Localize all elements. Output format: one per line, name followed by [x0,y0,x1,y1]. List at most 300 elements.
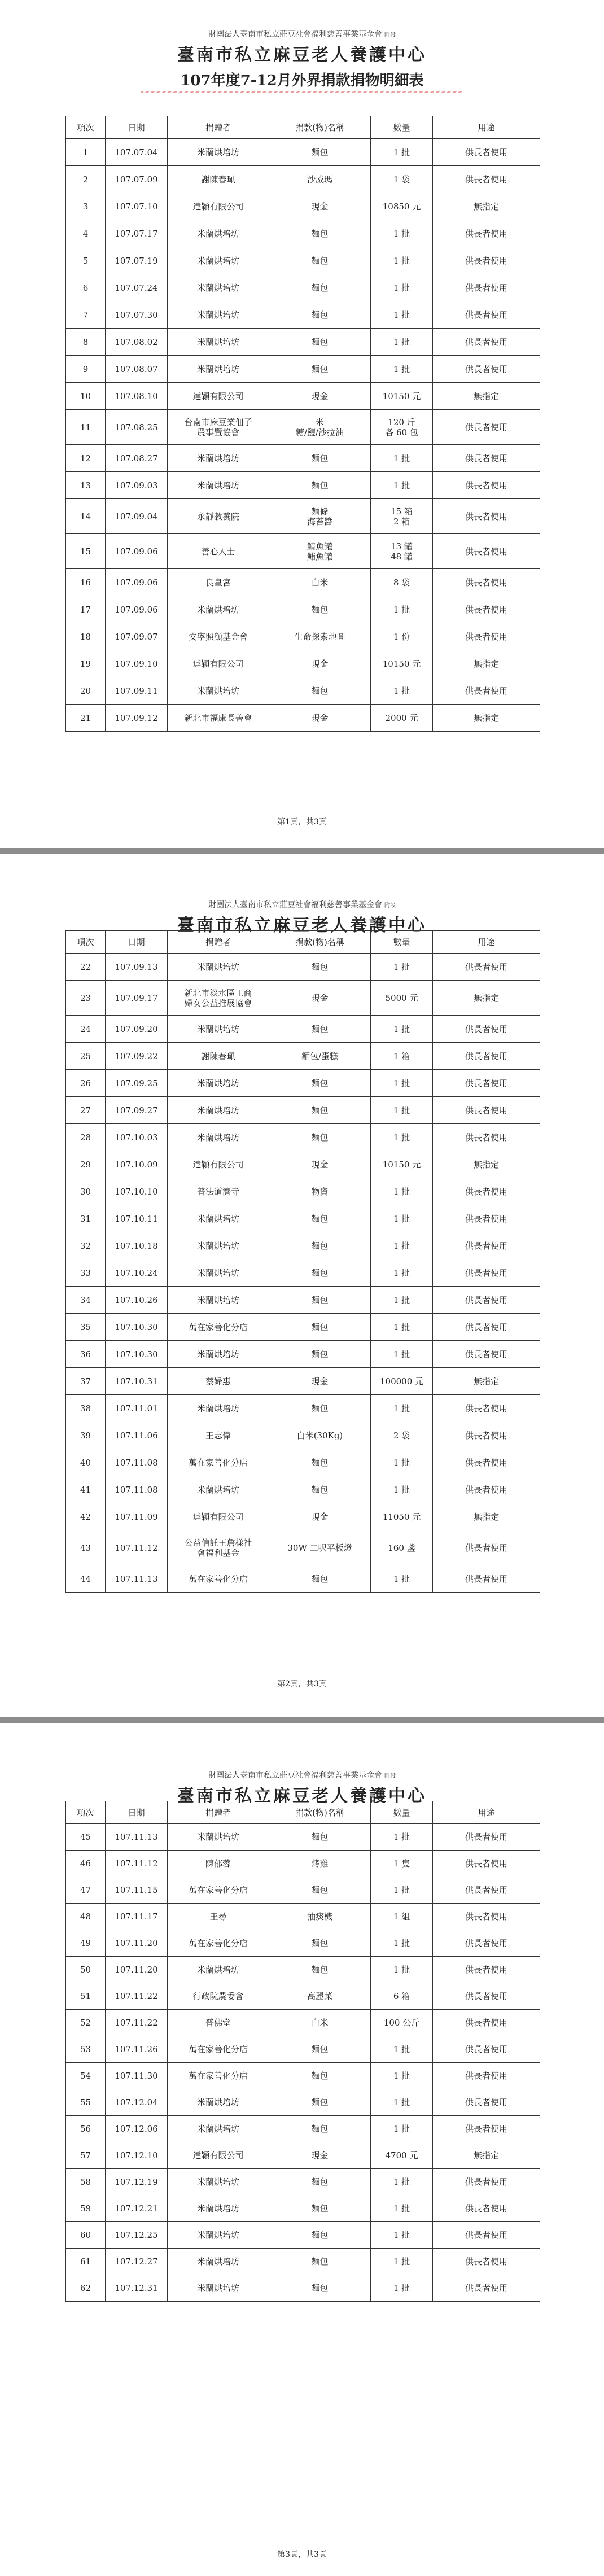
row-number: 34 [66,1287,106,1314]
row-number: 23 [66,981,106,1016]
row-quantity: 1 批 [371,1205,433,1232]
row-date: 107.09.22 [106,1043,168,1070]
row-item: 現金 [269,705,371,732]
table-row [66,1043,540,1070]
row-item: 麵包 [269,1930,371,1957]
table-row [66,329,540,356]
foundation-note: 附設 [384,903,396,909]
row-item: 現金 [269,1503,371,1530]
table-row [66,981,540,1016]
row-item: 物資 [269,1178,371,1205]
row-donor: 米蘭烘培坊 [168,1232,269,1259]
cell-line: 2 箱 [393,516,410,527]
row-item: 現金 [269,2142,371,2169]
row-quantity: 1 批 [371,1314,433,1341]
foundation-text: 財團法人臺南市私立莊豆社會福利慈善事業基金會 [208,900,382,909]
row-quantity: 1 批 [371,472,433,499]
row-date: 107.11.20 [106,1930,168,1957]
row-item: 麵包 [269,2116,371,2142]
row-usage: 供長者使用 [433,954,540,981]
row-donor [168,1530,269,1565]
row-item: 麵包/蛋糕 [269,1043,371,1070]
row-number: 45 [66,1824,106,1851]
row-number: 4 [66,220,106,247]
row-date: 107.12.31 [106,2275,168,2302]
row-date: 107.12.10 [106,2142,168,2169]
row-usage: 供長者使用 [433,677,540,705]
row-number: 31 [66,1205,106,1232]
row-item: 麵包 [269,596,371,623]
row-date: 107.11.12 [106,1530,168,1565]
row-quantity: 1 批 [371,2116,433,2142]
row-item: 麵包 [269,1124,371,1151]
table-row [66,534,540,569]
table-row [66,1368,540,1395]
row-quantity: 1 批 [371,1957,433,1983]
table-row [66,1070,540,1097]
table-row [66,1178,540,1205]
page-3 [0,1723,604,2576]
row-item: 麵包 [269,1449,371,1476]
table-row [66,2116,540,2142]
column-header: 項次 [66,116,106,139]
row-number: 29 [66,1151,106,1178]
row-quantity: 1 批 [371,596,433,623]
row-item: 麵包 [269,1395,371,1422]
row-date: 107.10.26 [106,1287,168,1314]
row-usage: 供長者使用 [433,569,540,596]
row-date: 107.08.27 [106,445,168,472]
row-item: 麵包 [269,247,371,274]
row-quantity: 160 盞 [371,1530,433,1565]
table-row [66,1824,540,1851]
row-donor: 米蘭烘培坊 [168,1341,269,1368]
row-quantity: 1 批 [371,1097,433,1124]
row-number: 19 [66,650,106,677]
row-quantity: 1 隻 [371,1851,433,1877]
table-row [66,1016,540,1043]
column-header: 數量 [371,1801,433,1824]
row-item: 30W 二呎平板燈 [269,1530,371,1565]
row-usage: 供長者使用 [433,2169,540,2195]
column-header: 數量 [371,931,433,954]
row-number: 62 [66,2275,106,2302]
table-row [66,1124,540,1151]
row-quantity: 8 袋 [371,569,433,596]
row-date: 107.10.10 [106,1178,168,1205]
row-usage: 供長者使用 [433,1530,540,1565]
table-row [66,1851,540,1877]
row-number: 52 [66,2010,106,2036]
cell-line: 48 罐 [391,551,413,562]
table-row [66,1930,540,1957]
row-number: 24 [66,1016,106,1043]
row-quantity: 1 箱 [371,1043,433,1070]
row-date: 107.11.17 [106,1904,168,1930]
row-date: 107.10.09 [106,1151,168,1178]
row-usage: 供長者使用 [433,2036,540,2063]
row-quantity: 1 批 [371,1395,433,1422]
row-usage: 供長者使用 [433,1449,540,1476]
row-quantity: 1 批 [371,329,433,356]
row-donor: 米蘭烘培坊 [168,274,269,301]
row-quantity: 1 批 [371,2249,433,2275]
row-usage: 供長者使用 [433,2249,540,2275]
row-number: 27 [66,1097,106,1124]
row-quantity: 10150 元 [371,1151,433,1178]
row-usage: 供長者使用 [433,247,540,274]
row-quantity: 1 批 [371,1287,433,1314]
table-row [66,623,540,650]
table-row [66,166,540,193]
center-name: 臺南市私立麻豆老人養護中心 [177,916,427,935]
row-donor: 米蘭烘培坊 [168,1395,269,1422]
row-quantity: 1 批 [371,2089,433,2116]
row-donor: 安寧照顧基金會 [168,623,269,650]
column-header: 日期 [106,931,168,954]
row-usage: 無指定 [433,1368,540,1395]
row-item: 麵包 [269,1016,371,1043]
table-row [66,356,540,383]
foundation-name [0,899,604,910]
row-number: 13 [66,472,106,499]
row-item: 麵包 [269,1259,371,1287]
row-item: 麵包 [269,954,371,981]
row-date: 107.09.27 [106,1097,168,1124]
row-usage: 無指定 [433,193,540,220]
page-number: 第1頁，共3頁 [277,817,327,826]
row-date: 107.11.09 [106,1503,168,1530]
table-row [66,2169,540,2195]
row-date: 107.09.06 [106,534,168,569]
row-donor: 新北市福康長善會 [168,705,269,732]
row-donor: 萬在家善化分店 [168,1930,269,1957]
row-quantity: 1 組 [371,1904,433,1930]
row-number: 37 [66,1368,106,1395]
table-row [66,1565,540,1593]
row-number: 21 [66,705,106,732]
row-usage: 供長者使用 [433,1043,540,1070]
table-row [66,1904,540,1930]
row-item: 現金 [269,1151,371,1178]
row-usage: 供長者使用 [433,2116,540,2142]
table-row [66,1232,540,1259]
row-number: 6 [66,274,106,301]
row-number: 36 [66,1341,106,1368]
row-item: 白米 [269,2010,371,2036]
row-item: 麵包 [269,472,371,499]
row-quantity: 5000 元 [371,981,433,1016]
row-donor: 米蘭烘培坊 [168,2195,269,2222]
row-usage: 供長者使用 [433,2089,540,2116]
row-usage: 供長者使用 [433,1565,540,1593]
row-usage: 供長者使用 [433,596,540,623]
row-donor: 米蘭烘培坊 [168,2089,269,2116]
table-row [66,472,540,499]
cell-line: 13 罐 [391,541,413,552]
row-date: 107.12.04 [106,2089,168,2116]
row-item: 麵包 [269,445,371,472]
row-date: 107.10.03 [106,1124,168,1151]
row-item: 高麗菜 [269,1983,371,2010]
row-quantity: 11050 元 [371,1503,433,1530]
table-row [66,2089,540,2116]
row-date: 107.12.19 [106,2169,168,2195]
row-date: 107.12.25 [106,2222,168,2249]
row-number: 32 [66,1232,106,1259]
cell-line: 新北市淡水區工商 [184,987,252,998]
table-row [66,2222,540,2249]
row-date: 107.10.11 [106,1205,168,1232]
report-title: 107年度7-12月外界捐款捐物明細表 [180,72,424,89]
row-number: 26 [66,1070,106,1097]
row-usage: 供長者使用 [433,410,540,445]
row-quantity: 1 批 [371,301,433,329]
row-quantity: 1 批 [371,1476,433,1503]
row-donor: 善心人士 [168,534,269,569]
table-row [66,677,540,705]
row-quantity: 1 批 [371,1565,433,1593]
row-quantity: 1 批 [371,1232,433,1259]
row-quantity: 4700 元 [371,2142,433,2169]
table-row [66,1341,540,1368]
row-quantity: 1 批 [371,1016,433,1043]
row-item: 麵包 [269,2195,371,2222]
foundation-note: 附設 [384,32,396,38]
row-date: 107.07.10 [106,193,168,220]
row-usage: 供長者使用 [433,1824,540,1851]
column-header: 日期 [106,1801,168,1824]
row-quantity: 1 批 [371,954,433,981]
row-date: 107.09.20 [106,1016,168,1043]
row-usage: 無指定 [433,1151,540,1178]
row-donor: 謝陳春珮 [168,166,269,193]
row-number: 20 [66,677,106,705]
table-row [66,1530,540,1565]
row-item: 白米(30Kg) [269,1422,371,1449]
row-usage: 無指定 [433,650,540,677]
row-usage: 供長者使用 [433,1314,540,1341]
row-quantity: 1 批 [371,356,433,383]
row-donor: 米蘭烘培坊 [168,472,269,499]
row-item [269,534,371,569]
row-usage: 供長者使用 [433,301,540,329]
row-number: 30 [66,1178,106,1205]
row-item: 麵包 [269,1070,371,1097]
row-item: 現金 [269,650,371,677]
row-item: 生命探索地圖 [269,623,371,650]
row-usage: 供長者使用 [433,472,540,499]
row-date: 107.07.19 [106,247,168,274]
row-number: 56 [66,2116,106,2142]
row-item: 麵包 [269,1097,371,1124]
row-usage: 供長者使用 [433,1422,540,1449]
row-date: 107.07.04 [106,139,168,166]
row-date: 107.11.12 [106,1851,168,1877]
row-quantity: 1 批 [371,2222,433,2249]
row-donor: 謝陳春珮 [168,1043,269,1070]
row-donor: 米蘭烘培坊 [168,1957,269,1983]
row-donor: 達穎有限公司 [168,2142,269,2169]
table-row [66,193,540,220]
row-date: 107.11.06 [106,1422,168,1449]
table-row [66,596,540,623]
row-date: 107.09.06 [106,596,168,623]
row-item: 麵包 [269,139,371,166]
row-date: 107.08.07 [106,356,168,383]
row-quantity: 1 批 [371,445,433,472]
row-date: 107.11.13 [106,1565,168,1593]
row-number: 8 [66,329,106,356]
row-donor: 萬在家善化分店 [168,1565,269,1593]
row-donor: 米蘭烘培坊 [168,596,269,623]
row-item: 現金 [269,383,371,410]
row-donor: 萬在家善化分店 [168,2063,269,2089]
table-row [66,2036,540,2063]
table-row [66,1097,540,1124]
row-date: 107.11.15 [106,1877,168,1904]
row-date: 107.09.13 [106,954,168,981]
row-usage: 供長者使用 [433,1930,540,1957]
column-header: 用途 [433,116,540,139]
row-usage: 無指定 [433,981,540,1016]
row-item: 現金 [269,193,371,220]
row-donor: 米蘭烘培坊 [168,1287,269,1314]
row-item: 白米 [269,569,371,596]
row-quantity: 1 批 [371,1930,433,1957]
row-quantity: 1 批 [371,2195,433,2222]
cell-line: 120 斤 [388,417,415,427]
row-donor: 米蘭烘培坊 [168,2222,269,2249]
table-row [66,2063,540,2089]
column-header: 項次 [66,1801,106,1824]
row-item [269,499,371,534]
row-usage: 供長者使用 [433,1259,540,1287]
row-usage: 供長者使用 [433,1957,540,1983]
row-donor: 米蘭烘培坊 [168,356,269,383]
row-item: 麵包 [269,2222,371,2249]
row-date: 107.12.21 [106,2195,168,2222]
row-donor: 米蘭烘培坊 [168,329,269,356]
table-row [66,1877,540,1904]
row-number: 25 [66,1043,106,1070]
row-date: 107.12.06 [106,2116,168,2142]
row-donor: 米蘭烘培坊 [168,1824,269,1851]
center-name: 臺南市私立麻豆老人養護中心 [177,45,427,65]
cell-line: 15 箱 [391,506,413,517]
row-number: 44 [66,1565,106,1593]
table-row [66,1503,540,1530]
column-header: 用途 [433,1801,540,1824]
row-item: 麵包 [269,301,371,329]
row-date: 107.10.18 [106,1232,168,1259]
table-row [66,301,540,329]
row-quantity: 1 批 [371,139,433,166]
row-number: 47 [66,1877,106,1904]
row-donor: 達穎有限公司 [168,1503,269,1530]
column-header: 項次 [66,931,106,954]
row-number: 38 [66,1395,106,1422]
page-separator [0,848,604,854]
row-number: 46 [66,1851,106,1877]
column-header: 捐款(物)名稱 [269,116,371,139]
row-item: 麵包 [269,356,371,383]
row-quantity: 100 公斤 [371,2010,433,2036]
table-row [66,1957,540,1983]
row-number: 49 [66,1930,106,1957]
row-number: 16 [66,569,106,596]
column-header: 數量 [371,116,433,139]
row-usage: 供長者使用 [433,356,540,383]
row-usage: 供長者使用 [433,1178,540,1205]
row-item: 麵包 [269,1341,371,1368]
row-quantity: 1 批 [371,220,433,247]
row-donor: 米蘭烘培坊 [168,445,269,472]
row-number: 48 [66,1904,106,1930]
cell-line: 農事暨協會 [196,427,239,438]
row-item: 麵包 [269,2089,371,2116]
row-usage: 供長者使用 [433,534,540,569]
row-donor: 普佛堂 [168,2010,269,2036]
row-number: 15 [66,534,106,569]
row-quantity: 10150 元 [371,650,433,677]
row-date: 107.09.07 [106,623,168,650]
row-date: 107.09.10 [106,650,168,677]
row-date: 107.11.08 [106,1476,168,1503]
row-donor [168,981,269,1016]
row-usage: 供長者使用 [433,1232,540,1259]
row-item: 沙威瑪 [269,166,371,193]
row-usage: 供長者使用 [433,623,540,650]
row-quantity: 1 份 [371,623,433,650]
row-number: 58 [66,2169,106,2195]
row-quantity: 1 批 [371,1178,433,1205]
cell-line: 海苔醬 [307,516,332,527]
row-usage: 無指定 [433,383,540,410]
row-donor: 永靜教養院 [168,499,269,534]
column-header: 日期 [106,116,168,139]
row-number: 3 [66,193,106,220]
row-number: 61 [66,2249,106,2275]
table-row [66,220,540,247]
foundation-text: 財團法人臺南市私立莊豆社會福利慈善事業基金會 [208,30,382,39]
column-header: 用途 [433,931,540,954]
table-row [66,954,540,981]
row-number: 50 [66,1957,106,1983]
row-number: 53 [66,2036,106,2063]
row-number: 28 [66,1124,106,1151]
row-donor: 米蘭烘培坊 [168,301,269,329]
row-item: 麵包 [269,1314,371,1341]
table-row [66,1983,540,2010]
row-donor: 萬在家善化分店 [168,2036,269,2063]
row-number: 55 [66,2089,106,2116]
row-donor: 達穎有限公司 [168,193,269,220]
row-quantity: 1 批 [371,1259,433,1287]
row-item: 麵包 [269,1232,371,1259]
row-donor: 王志偉 [168,1422,269,1449]
table-row [66,383,540,410]
row-item: 麵包 [269,2249,371,2275]
page-number: 第3頁，共3頁 [277,2550,327,2559]
row-date: 107.07.30 [106,301,168,329]
row-item: 麵包 [269,2036,371,2063]
row-date: 107.09.03 [106,472,168,499]
table-row [66,650,540,677]
table-row [66,569,540,596]
row-number: 9 [66,356,106,383]
row-usage: 供長者使用 [433,1287,540,1314]
